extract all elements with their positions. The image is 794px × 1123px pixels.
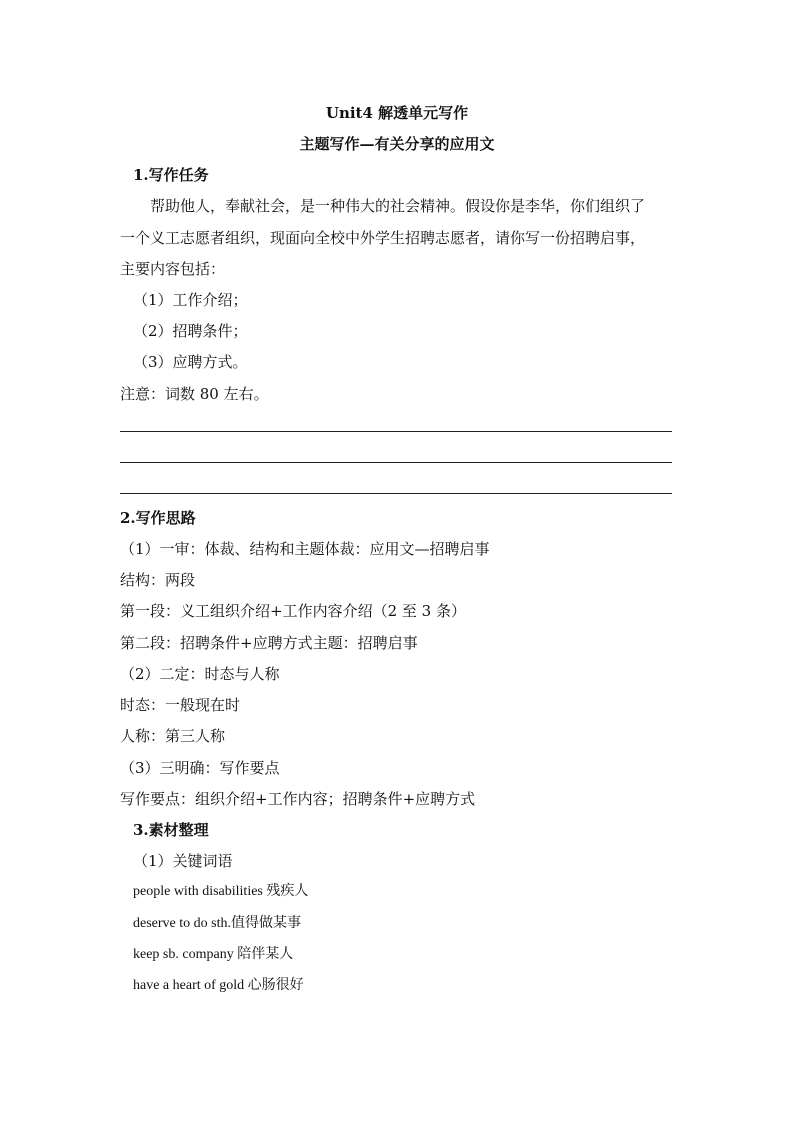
task-paragraph-line-1: 帮助他人，奉献社会，是一种伟大的社会精神。假设你是李华，你们组织了 bbox=[150, 197, 646, 215]
vocab-item-2: deserve to do sth.值得做某事 bbox=[133, 916, 301, 931]
section-1-heading: 1.写作任务 bbox=[133, 166, 209, 184]
answer-line-3 bbox=[120, 493, 672, 494]
approach-line-4: 第二段：招聘条件+应聘方式主题：招聘启事 bbox=[120, 634, 418, 652]
key-phrases-subheading: （1）关键词语 bbox=[133, 852, 233, 870]
approach-line-3: 第一段：义工组织介绍+工作内容介绍（2 至 3 条） bbox=[120, 602, 466, 620]
vocab-item-4: have a heart of gold 心肠很好 bbox=[133, 978, 304, 993]
task-item-3: （3）应聘方式。 bbox=[133, 353, 248, 371]
approach-line-7: 人称：第三人称 bbox=[120, 727, 226, 745]
section-2-heading: 2.写作思路 bbox=[120, 509, 196, 527]
task-item-1: （1）工作介绍； bbox=[133, 291, 248, 309]
approach-line-8: （3）三明确：写作要点 bbox=[120, 759, 280, 777]
document-subtitle: 主题写作—有关分享的应用文 bbox=[299, 135, 495, 153]
task-paragraph-line-2: 一个义工志愿者组织，现面向全校中外学生招聘志愿者，请你写一份招聘启事， bbox=[120, 229, 646, 247]
approach-line-2: 结构：两段 bbox=[120, 571, 196, 589]
answer-line-1 bbox=[120, 431, 672, 432]
answer-line-2 bbox=[120, 462, 672, 463]
section-3-heading: 3.素材整理 bbox=[133, 821, 209, 839]
task-paragraph-line-3: 主要内容包括： bbox=[120, 260, 226, 278]
approach-line-6: 时态：一般现在时 bbox=[120, 696, 241, 714]
approach-line-5: （2）二定：时态与人称 bbox=[120, 665, 280, 683]
approach-line-9: 写作要点：组织介绍+工作内容；招聘条件+应聘方式 bbox=[120, 790, 476, 808]
word-count-note: 注意：词数 80 左右。 bbox=[120, 385, 269, 403]
approach-line-1: （1）一审：体裁、结构和主题体裁：应用文—招聘启事 bbox=[120, 540, 490, 558]
document-title: Unit4 解透单元写作 bbox=[325, 104, 469, 122]
task-item-2: （2）招聘条件； bbox=[133, 322, 248, 340]
vocab-item-3: keep sb. company 陪伴某人 bbox=[133, 947, 294, 962]
vocab-item-1: people with disabilities 残疾人 bbox=[133, 884, 309, 899]
